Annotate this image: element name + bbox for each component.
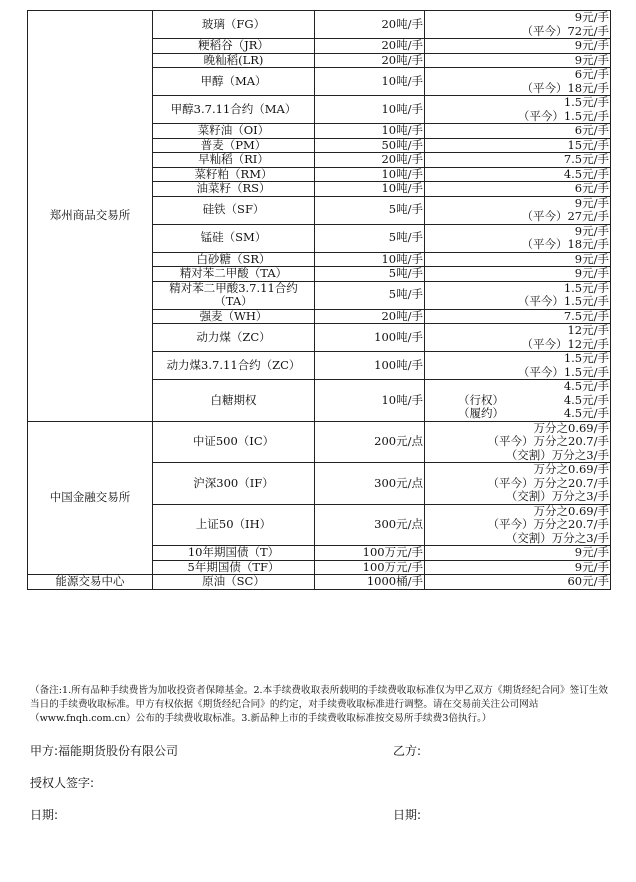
contract-unit: 100万元/手 — [315, 560, 425, 575]
fee-cell — [425, 182, 611, 197]
product-name: 5年期国债（TF） — [153, 560, 315, 575]
product-name: 白糖期权 — [153, 380, 315, 422]
fee-table — [27, 10, 611, 590]
fee-line: 1.5元/手 — [563, 280, 609, 295]
fee-line: 9元/手 — [574, 38, 609, 52]
product-name: 甲醇（MA） — [153, 68, 315, 96]
product-name: 中证500（IC） — [153, 421, 315, 463]
fee-line: 9元/手 — [574, 195, 609, 210]
fee-line: （平今）72元/手 — [521, 23, 609, 38]
remarks-note: （备注:1.所有品种手续费皆为加收投资者保障基金。2.本手续费收取表所载明的手续费收取标准仅为甲乙双方《期货经纪合同》签订生效当日的手续费收取标准。甲方有权依据《期货经纪合同》的约定，对手续费收取标准进行调整。请在交易前关注公司网站（www.fnqh.com.cn）公布的手续费收取标准。3.新品种上市的手续费收取标准按交易所手续费3倍执行。） — [30, 685, 608, 724]
fee-cell — [425, 267, 611, 282]
fee-cell — [425, 196, 611, 224]
fee-cell — [425, 68, 611, 96]
fee-line: （交割）万分之3/手 — [505, 489, 609, 503]
fee-line: 7.5元/手 — [563, 308, 609, 323]
fee-line: （平今）1.5元/手 — [517, 364, 609, 379]
product-name: 粳稻谷（JR） — [153, 39, 315, 54]
contract-unit: 300元/点 — [315, 504, 425, 546]
table-row — [28, 421, 611, 463]
party-a-label: 甲方:福能期货股份有限公司 — [30, 744, 179, 758]
fee-line: （交割）万分之3/手 — [505, 447, 609, 462]
fee-line: （交割）万分之3/手 — [505, 530, 609, 545]
party-a-date-label: 日期: — [30, 808, 59, 822]
fee-cell — [425, 11, 611, 39]
contract-unit: 200元/点 — [315, 421, 425, 463]
fee-line: 6元/手 — [574, 123, 609, 137]
contract-unit: 100吨/手 — [315, 352, 425, 380]
exchange-name: 能源交易中心 — [28, 575, 153, 590]
product-name: 精对苯二甲酸3.7.11合约（TA） — [153, 281, 315, 309]
product-name: 锰硅（SM） — [153, 224, 315, 252]
option-fee-value: 4.5元/手 — [563, 392, 609, 407]
fee-line: 9元/手 — [574, 10, 609, 24]
fee-line: 7.5元/手 — [563, 152, 609, 166]
fee-line: （平今）万分之20.7/手 — [487, 517, 609, 531]
fee-line: （平今）万分之20.7/手 — [487, 434, 609, 448]
fee-line: （平今）1.5元/手 — [517, 108, 609, 123]
fee-cell — [425, 560, 611, 575]
contract-unit: 100万元/手 — [315, 546, 425, 561]
fee-table-body — [28, 11, 611, 590]
fee-cell — [425, 153, 611, 168]
fee-line: 12元/手 — [567, 323, 609, 337]
fee-line: （平今）18元/手 — [521, 80, 609, 95]
fee-line: 万分之0.69/手 — [533, 503, 609, 518]
fee-line: （平今）18元/手 — [521, 237, 609, 251]
fee-cell — [425, 281, 611, 309]
fee-line: 9元/手 — [574, 266, 609, 280]
fee-cell — [425, 463, 611, 505]
contract-unit: 20吨/手 — [315, 153, 425, 168]
product-name: 普麦（PM） — [153, 138, 315, 153]
product-name: 玻璃（FG） — [153, 11, 315, 39]
contract-unit: 10吨/手 — [315, 182, 425, 197]
table-row — [28, 11, 611, 39]
product-name: 早籼稻（RI） — [153, 153, 315, 168]
fee-line: 15元/手 — [567, 137, 609, 152]
fee-line: 6元/手 — [574, 67, 609, 81]
fee-line: 6元/手 — [574, 181, 609, 195]
authorized-signature-label: 授权人签字: — [30, 776, 95, 790]
fee-line: 60元/手 — [567, 574, 609, 588]
contract-unit: 10吨/手 — [315, 124, 425, 139]
fee-cell — [425, 124, 611, 139]
fee-line: （平今）27元/手 — [521, 209, 609, 223]
product-name: 强麦（WH） — [153, 309, 315, 324]
contract-unit: 10吨/手 — [315, 167, 425, 182]
fee-cell — [425, 324, 611, 352]
contract-unit: 5吨/手 — [315, 281, 425, 309]
contract-unit: 10吨/手 — [315, 380, 425, 422]
product-name: 甲醇3.7.11合约（MA） — [153, 96, 315, 124]
contract-unit: 300元/点 — [315, 463, 425, 505]
fee-line: 9元/手 — [574, 559, 609, 574]
fee-cell — [425, 53, 611, 68]
product-name: 动力煤（ZC） — [153, 324, 315, 352]
product-name: 硅铁（SF） — [153, 196, 315, 224]
fee-line: （平今）12元/手 — [521, 336, 609, 351]
option-fee-line — [426, 407, 609, 421]
fee-line: 万分之0.69/手 — [533, 420, 609, 435]
fee-cell — [425, 167, 611, 182]
fee-cell — [425, 96, 611, 124]
fee-cell — [425, 575, 611, 590]
option-fee-line — [426, 394, 609, 408]
product-name: 沪深300（IF） — [153, 463, 315, 505]
fee-cell — [425, 421, 611, 463]
fee-line: 万分之0.69/手 — [533, 462, 609, 476]
fee-cell — [425, 138, 611, 153]
contract-unit: 20吨/手 — [315, 53, 425, 68]
product-name: 原油（SC） — [153, 575, 315, 590]
product-name: 动力煤3.7.11合约（ZC） — [153, 352, 315, 380]
fee-line: 9元/手 — [574, 223, 609, 238]
product-name: 10年期国债（T） — [153, 546, 315, 561]
product-name: 精对苯二甲酸（TA） — [153, 267, 315, 282]
table-row — [28, 575, 611, 590]
fee-cell — [425, 224, 611, 252]
product-name: 菜籽粕（RM） — [153, 167, 315, 182]
contract-unit: 50吨/手 — [315, 138, 425, 153]
fee-line: （平今）1.5元/手 — [517, 294, 609, 308]
product-name: 晚籼稻(LR) — [153, 53, 315, 68]
contract-unit: 1000桶/手 — [315, 575, 425, 590]
product-name: 上证50（IH） — [153, 504, 315, 546]
contract-unit: 5吨/手 — [315, 267, 425, 282]
fee-cell — [425, 546, 611, 561]
contract-unit: 20吨/手 — [315, 11, 425, 39]
contract-unit: 5吨/手 — [315, 196, 425, 224]
fee-cell — [425, 380, 611, 422]
party-b-date-label: 日期: — [393, 808, 422, 822]
contract-unit: 5吨/手 — [315, 224, 425, 252]
fee-cell — [425, 309, 611, 324]
contract-unit: 10吨/手 — [315, 96, 425, 124]
contract-unit: 10吨/手 — [315, 252, 425, 267]
exchange-name: 中国金融交易所 — [28, 421, 153, 575]
fee-line: 1.5元/手 — [563, 95, 609, 109]
exchange-name: 郑州商品交易所 — [28, 11, 153, 422]
fee-cell — [425, 504, 611, 546]
fee-cell — [425, 39, 611, 54]
option-fee-label: （履约） — [458, 406, 504, 420]
product-name: 油菜籽（RS） — [153, 182, 315, 197]
contract-unit: 10吨/手 — [315, 68, 425, 96]
fee-line: （平今）万分之20.7/手 — [487, 475, 609, 490]
product-name: 菜籽油（OI） — [153, 124, 315, 139]
contract-unit: 100吨/手 — [315, 324, 425, 352]
contract-unit: 20吨/手 — [315, 39, 425, 54]
product-name: 白砂糖（SR） — [153, 252, 315, 267]
fee-cell — [425, 352, 611, 380]
fee-line: 4.5元/手 — [563, 166, 609, 181]
fee-line: 1.5元/手 — [563, 351, 609, 365]
fee-line: 9元/手 — [574, 545, 609, 559]
party-b-label: 乙方: — [393, 744, 422, 758]
contract-unit: 20吨/手 — [315, 309, 425, 324]
fee-line: 4.5元/手 — [563, 379, 609, 393]
option-fee-value: 4.5元/手 — [563, 406, 609, 420]
fee-line: 9元/手 — [574, 52, 609, 67]
fee-line: 9元/手 — [574, 251, 609, 266]
fee-cell — [425, 252, 611, 267]
option-fee-label: （行权） — [458, 392, 504, 407]
